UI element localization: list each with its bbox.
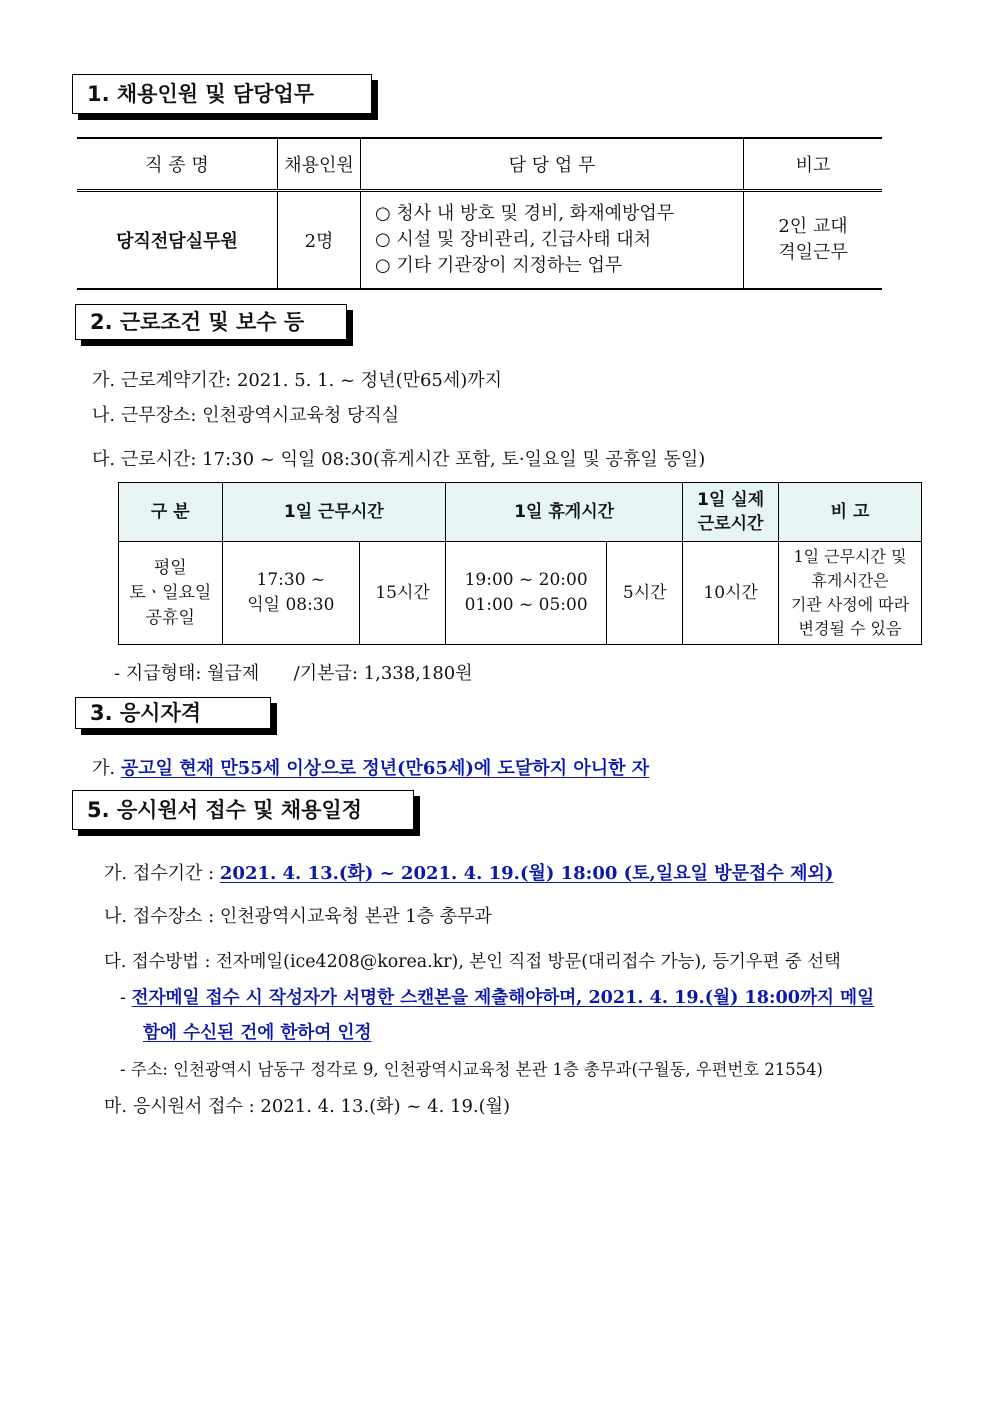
- work-time-line: 17:30 ~: [256, 570, 326, 590]
- remark-line: 1일 근무시간 및: [793, 547, 907, 566]
- email-note: [120, 984, 874, 1009]
- duty-item: ○ 청사 내 방호 및 경비, 화재예방업무: [375, 203, 675, 224]
- header-break-time: 1일 휴게시간: [446, 483, 683, 542]
- section3-heading: [75, 697, 271, 729]
- cell-break-hours: 5시간: [607, 542, 683, 645]
- table-row: [77, 191, 882, 290]
- email-note-cont: [143, 1019, 371, 1044]
- section5-heading: [72, 790, 414, 830]
- email-note-dash: -: [120, 988, 126, 1008]
- day-item: 토ㆍ일요일: [129, 582, 212, 603]
- table-header-row: [77, 138, 882, 191]
- application-place: 나. 접수장소 : 인천광역시교육청 본관 1층 총무과: [104, 906, 492, 927]
- section3-title: 3. 응시자격: [90, 700, 202, 725]
- header-remarks: 비 고: [779, 483, 922, 542]
- cell-break-time: [446, 542, 607, 645]
- application-period: [104, 859, 833, 885]
- section2-title: 2. 근로조건 및 보수 등: [90, 309, 305, 334]
- break-time-line: 01:00 ~ 05:00: [464, 595, 588, 615]
- cell-remarks: [779, 542, 922, 645]
- header-category: 구 분: [119, 483, 223, 542]
- table-row: [119, 542, 922, 645]
- work-place: 나. 근무장소: 인천광역시교육청 당직실: [92, 405, 400, 426]
- remark-line: 기관 사정에 따라: [790, 595, 910, 614]
- header-duties: 담 당 업 무: [361, 138, 744, 191]
- section5-title: 5. 응시원서 접수 및 채용일정: [87, 797, 362, 822]
- staffing-table: [77, 137, 882, 290]
- email-note-text-2: 함에 수신된 건에 한하여 인정: [143, 1022, 372, 1043]
- contract-period: 가. 근로계약기간: 2021. 5. 1. ~ 정년(만65세)까지: [92, 370, 503, 391]
- header-actual-line1: 1일 실제: [697, 490, 765, 510]
- remark-line: 변경될 수 있음: [798, 619, 902, 638]
- cell-work-time: [222, 542, 360, 645]
- duty-item: ○ 기타 기관장이 지정하는 업무: [375, 255, 623, 276]
- note-line: 2인 교대: [778, 216, 848, 237]
- qualification: [92, 754, 649, 780]
- work-time-line: 익일 08:30: [247, 595, 335, 615]
- cell-days: [119, 542, 223, 645]
- duty-item: ○ 시설 및 장비관리, 긴급사태 대처: [375, 229, 652, 250]
- work-hours-table: [118, 482, 922, 645]
- day-item: 평일: [153, 557, 187, 578]
- cell-note: [744, 191, 883, 290]
- header-actual-hours: [683, 483, 779, 542]
- note-line: 격일근무: [778, 242, 848, 263]
- header-count: 채용인원: [278, 138, 361, 191]
- cell-count: 2명: [278, 191, 361, 290]
- qualification-text: 공고일 현재 만55세 이상으로 정년(만65세)에 도달하지 아니한 자: [120, 758, 650, 779]
- header-actual-line2: 근로시간: [697, 514, 764, 534]
- header-work-time: 1일 근무시간: [222, 483, 446, 542]
- address: - 주소: 인천광역시 남동구 정각로 9, 인천광역시교육청 본관 1층 총무과(구월동, 우편번호 21554): [120, 1060, 823, 1079]
- cell-work-hours: 15시간: [360, 542, 446, 645]
- period-value: 2021. 4. 13.(화) ~ 2021. 4. 19.(월) 18:00 (토,일요일 방문접수 제외): [219, 863, 834, 884]
- break-time-line: 19:00 ~ 20:00: [464, 570, 588, 590]
- cell-duties: [361, 191, 744, 290]
- application-method: 다. 접수방법 : 전자메일(ice4208@korea.kr), 본인 직접 방문(대리접수 가능), 등기우편 중 선택: [104, 952, 841, 972]
- table-header-row: [119, 483, 922, 542]
- day-item: 공휴일: [145, 607, 195, 628]
- header-job: 직 종 명: [77, 138, 278, 191]
- remark-line: 휴게시간은: [811, 571, 889, 590]
- qualification-prefix: 가.: [92, 758, 116, 779]
- cell-job: 당직전담실무원: [77, 191, 278, 290]
- header-note: 비고: [744, 138, 883, 191]
- email-note-text: 전자메일 접수 시 작성자가 서명한 스캔본을 제출해야하며, 2021. 4. 19.(월) 18:00까지 메일: [131, 987, 875, 1008]
- section1-title: 1. 채용인원 및 담당업무: [87, 81, 315, 106]
- cell-actual-hours: 10시간: [683, 542, 779, 645]
- section2-heading: [75, 304, 347, 340]
- period-label: 가. 접수기간 :: [104, 863, 215, 884]
- work-hours: 다. 근로시간: 17:30 ~ 익일 08:30(휴게시간 포함, 토·일요일 및 공휴일 동일): [92, 449, 706, 470]
- submission-period: 마. 응시원서 접수 : 2021. 4. 13.(화) ~ 4. 19.(월): [104, 1096, 511, 1117]
- pay-info: - 지급형태: 월급제 /기본급: 1,338,180원: [114, 663, 473, 684]
- section1-heading: [72, 74, 372, 114]
